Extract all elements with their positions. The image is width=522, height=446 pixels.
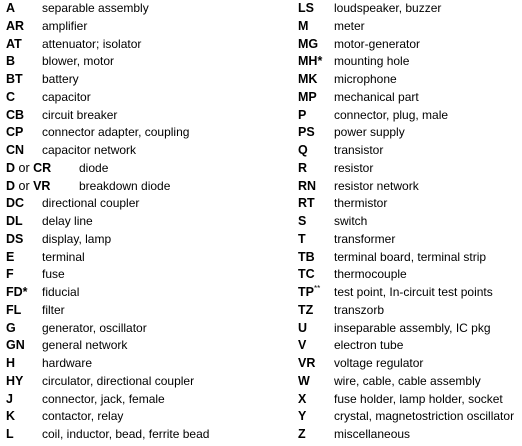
table-row bbox=[298, 160, 522, 178]
designator-description: meter bbox=[334, 18, 365, 33]
table-row bbox=[6, 408, 296, 426]
table-row bbox=[6, 0, 296, 18]
designator-code: H bbox=[6, 356, 16, 370]
designator-code-or: or bbox=[15, 178, 34, 193]
designator-code: Q bbox=[298, 143, 308, 157]
designator-code: A bbox=[6, 1, 16, 15]
table-row bbox=[298, 373, 522, 391]
designator-code: T bbox=[298, 231, 306, 246]
table-row bbox=[298, 53, 522, 71]
table-row bbox=[298, 249, 522, 267]
table-row bbox=[6, 178, 296, 196]
designator-code: DC bbox=[6, 196, 25, 211]
designator-code: F bbox=[6, 267, 14, 282]
designator-description: contactor, relay bbox=[42, 409, 124, 424]
designator-description: miscellaneous bbox=[334, 427, 411, 441]
designator-description: circuit breaker bbox=[42, 107, 118, 122]
table-row bbox=[6, 53, 296, 71]
table-row bbox=[298, 89, 522, 107]
table-row bbox=[298, 337, 522, 355]
designator-description: attenuator; isolator bbox=[42, 36, 142, 51]
table-row bbox=[6, 391, 296, 409]
designator-code: MK bbox=[298, 72, 318, 86]
designator-code: LS bbox=[298, 1, 314, 15]
designator-code: DL bbox=[6, 214, 23, 228]
designator-description: generator, oscillator bbox=[42, 320, 147, 335]
left-column bbox=[6, 0, 296, 444]
designator-description: transistor bbox=[334, 143, 384, 157]
designator-code: M bbox=[298, 18, 309, 33]
designator-code: BT bbox=[6, 72, 23, 86]
designator-code: MP bbox=[298, 89, 317, 104]
table-row bbox=[6, 302, 296, 320]
table-row bbox=[6, 320, 296, 338]
right-column bbox=[298, 0, 522, 444]
table-row bbox=[298, 71, 522, 89]
designator-code: Y bbox=[298, 409, 307, 424]
designator-code: CN bbox=[6, 143, 25, 157]
designator-description: blower, motor bbox=[42, 54, 115, 69]
designator-code: TB bbox=[298, 249, 315, 264]
designator-code: J bbox=[6, 391, 13, 406]
table-row bbox=[6, 373, 296, 391]
designator-description: delay line bbox=[42, 214, 93, 228]
designator-description: coil, inductor, bead, ferrite bead bbox=[42, 427, 210, 441]
table-row bbox=[298, 124, 522, 142]
designator-description: thermocouple bbox=[334, 267, 407, 282]
designator-code-text: TP bbox=[298, 285, 314, 299]
designator-description: directional coupler bbox=[42, 196, 140, 211]
designator-description: connector, jack, female bbox=[42, 391, 165, 406]
designator-description: connector, plug, male bbox=[334, 107, 449, 122]
designator-description: display, lamp bbox=[42, 231, 112, 246]
designator-code: MH* bbox=[298, 54, 323, 69]
table-row bbox=[6, 266, 296, 284]
designator-code: U bbox=[298, 320, 308, 335]
designator-code: E bbox=[6, 249, 15, 264]
table-row bbox=[6, 142, 296, 160]
designator-description: transformer bbox=[334, 231, 396, 246]
designator-description: transzorb bbox=[334, 302, 385, 317]
designator-code: FD* bbox=[6, 285, 28, 299]
designator-description: breakdown diode bbox=[79, 178, 171, 193]
designator-code: W bbox=[298, 373, 310, 388]
designator-description: terminal bbox=[42, 249, 85, 264]
designator-description: capacitor network bbox=[42, 143, 137, 157]
designator-code: C bbox=[6, 89, 16, 104]
designator-description: capacitor bbox=[42, 89, 91, 104]
table-row bbox=[6, 284, 296, 302]
table-row bbox=[6, 89, 296, 107]
designator-code-alternate: CR bbox=[33, 160, 52, 175]
table-row bbox=[6, 355, 296, 373]
table-row bbox=[298, 213, 522, 231]
designator-code: Z bbox=[298, 427, 306, 441]
table-row bbox=[298, 408, 522, 426]
designator-code: FL bbox=[6, 302, 22, 317]
table-row bbox=[298, 391, 522, 409]
designator-code: RN bbox=[298, 178, 317, 193]
table-row bbox=[6, 231, 296, 249]
designator-code: GN bbox=[6, 338, 25, 353]
designator-code: AR bbox=[6, 18, 25, 33]
designator-code: X bbox=[298, 391, 307, 406]
table-row bbox=[6, 71, 296, 89]
designator-code: G bbox=[6, 320, 16, 335]
designator-code-primary: D bbox=[6, 178, 16, 193]
table-row bbox=[298, 355, 522, 373]
designator-description: voltage regulator bbox=[334, 356, 424, 370]
designator-description: wire, cable, cable assembly bbox=[334, 373, 481, 388]
table-row bbox=[6, 36, 296, 54]
table-row bbox=[6, 195, 296, 213]
table-row bbox=[298, 195, 522, 213]
designator-description: crystal, magnetostriction oscillator bbox=[334, 409, 515, 424]
table-row bbox=[6, 160, 296, 178]
designator-description: amplifier bbox=[42, 18, 88, 33]
designator-description: separable assembly bbox=[42, 1, 149, 15]
table-row bbox=[298, 107, 522, 125]
designator-code: MG bbox=[298, 36, 319, 51]
designator-description: loudspeaker, buzzer bbox=[334, 1, 442, 15]
designator-code bbox=[6, 178, 50, 196]
designator-code: PS bbox=[298, 125, 315, 140]
designator-code: CP bbox=[6, 125, 24, 140]
designator-description: circulator, directional coupler bbox=[42, 373, 195, 388]
designator-description: hardware bbox=[42, 356, 93, 370]
designator-code-primary: D bbox=[6, 160, 16, 175]
designator-code: R bbox=[298, 160, 308, 175]
designator-description: general network bbox=[42, 338, 128, 353]
designator-code: P bbox=[298, 107, 307, 122]
table-row bbox=[298, 320, 522, 338]
designator-description: switch bbox=[334, 214, 368, 228]
designator-code: CB bbox=[6, 107, 25, 122]
designator-description: thermistor bbox=[334, 196, 388, 211]
designator-code bbox=[6, 160, 51, 178]
designator-description: connector adapter, coupling bbox=[42, 125, 190, 140]
designator-description: mechanical part bbox=[334, 89, 419, 104]
designator-description: inseparable assembly, IC pkg bbox=[334, 320, 491, 335]
designator-code: B bbox=[6, 54, 16, 69]
designator-description: microphone bbox=[334, 72, 397, 86]
designator-description: fuse bbox=[42, 267, 65, 282]
designator-description: terminal board, terminal strip bbox=[334, 249, 487, 264]
designator-code: HY bbox=[6, 373, 24, 388]
designator-code bbox=[298, 284, 320, 302]
designator-description: motor-generator bbox=[334, 36, 421, 51]
table-row bbox=[298, 426, 522, 444]
designator-code: VR bbox=[298, 356, 316, 370]
designator-code-alternate: VR bbox=[33, 178, 51, 193]
table-row bbox=[6, 18, 296, 36]
table-row bbox=[298, 18, 522, 36]
designator-description: power supply bbox=[334, 125, 405, 140]
table-row bbox=[298, 302, 522, 320]
table-row bbox=[6, 124, 296, 142]
table-row bbox=[298, 266, 522, 284]
table-row bbox=[6, 337, 296, 355]
designator-description: test point, In-circuit test points bbox=[334, 285, 493, 299]
designator-code: TC bbox=[298, 267, 315, 282]
designator-description: fuse holder, lamp holder, socket bbox=[334, 391, 503, 406]
designator-code: AT bbox=[6, 36, 22, 51]
designator-code: L bbox=[6, 427, 14, 441]
designator-code: DS bbox=[6, 231, 24, 246]
designator-description: resistor bbox=[334, 160, 374, 175]
table-row bbox=[6, 249, 296, 267]
designator-description: fiducial bbox=[42, 285, 80, 299]
table-row bbox=[298, 142, 522, 160]
designator-code: K bbox=[6, 409, 16, 424]
table-row bbox=[6, 213, 296, 231]
table-row bbox=[6, 107, 296, 125]
designator-description: filter bbox=[42, 302, 65, 317]
table-row bbox=[298, 36, 522, 54]
designator-code: TZ bbox=[298, 302, 314, 317]
table-row bbox=[298, 178, 522, 196]
table-row bbox=[298, 231, 522, 249]
designator-code: V bbox=[298, 338, 307, 353]
designator-description: electron tube bbox=[334, 338, 404, 353]
table-row bbox=[298, 0, 522, 18]
footnote-mark: ** bbox=[313, 283, 321, 293]
designator-code: S bbox=[298, 214, 307, 228]
designator-code: RT bbox=[298, 196, 315, 211]
table-row bbox=[6, 426, 296, 444]
designator-description: resistor network bbox=[334, 178, 419, 193]
table-row bbox=[298, 284, 522, 302]
designator-code-or: or bbox=[15, 160, 34, 175]
designator-description: diode bbox=[79, 160, 109, 175]
designator-description: mounting hole bbox=[334, 54, 410, 69]
designator-description: battery bbox=[42, 72, 79, 86]
